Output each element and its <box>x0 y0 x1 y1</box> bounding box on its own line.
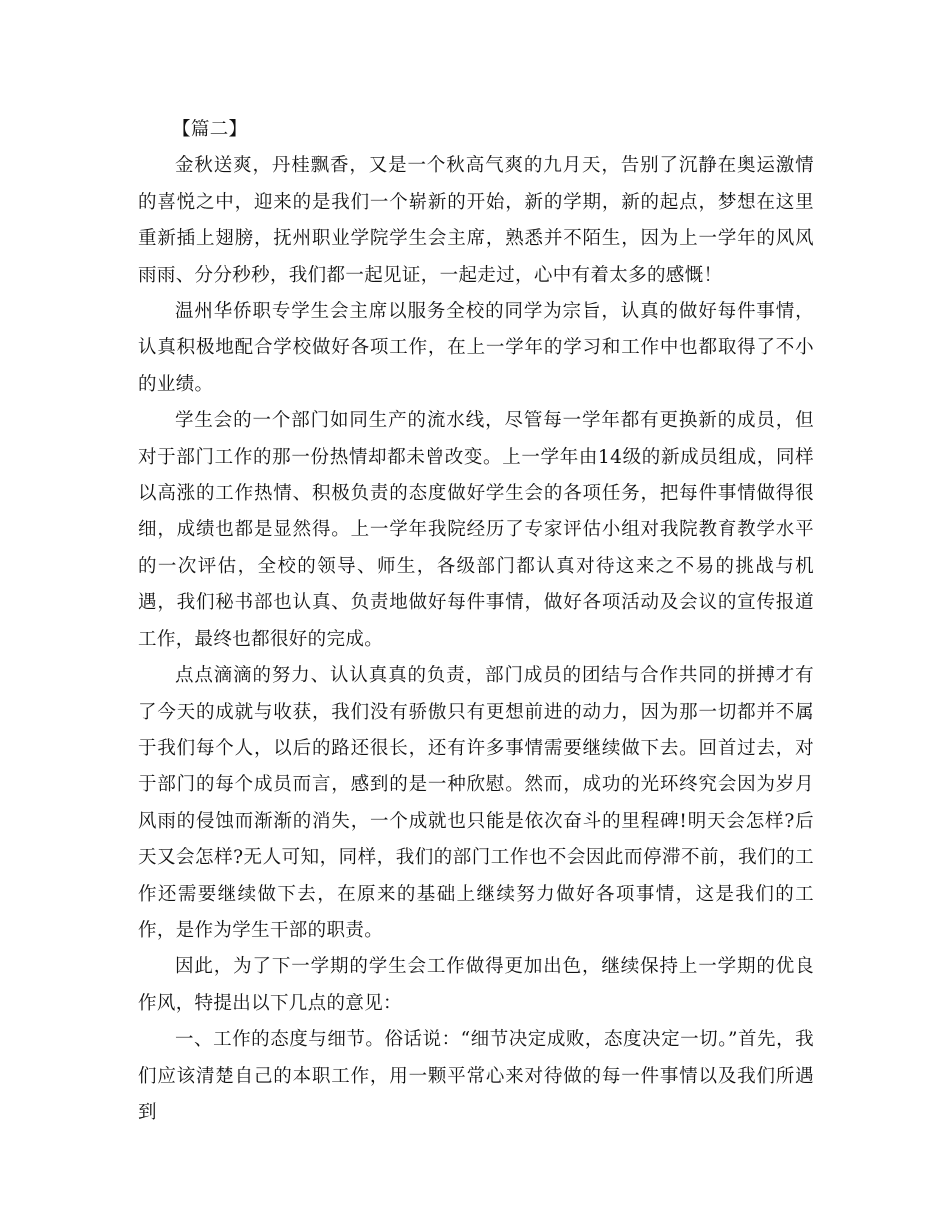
paragraph-4: 点点滴滴的努力、认认真真的负责，部门成员的团结与合作共同的拼搏才有了今天的成就与收获，我们没有骄傲只有更想前进的动力，因为那一切都并不属于我们每个人，以后的路还很长，还有许多事情需要继续做下去。回首过去，对于部门的每个成员而言，感到的是一种欣慰。然而，成功的光环终究会因为岁月风雨的侵蚀而渐渐的消失，一个成就也只能是依次奋斗的里程碑!明天会怎样?后天又会怎样?无人可知，同样，我们的部门工作也不会因此而停滞不前，我们的工作还需要继续做下去，在原来的基础上继续努力做好各项事情，这是我们的工作，是作为学生干部的职责。 <box>138 665 814 941</box>
paragraph-1: 金秋送爽，丹桂飘香，又是一个秋高气爽的九月天，告别了沉静在奥运激情的喜悦之中，迎来的是我们一个崭新的开始，新的学期，新的起点，梦想在这里重新插上翅膀，抚州职业学院学生会主席，熟悉并不陌生，因为上一学年的风风雨雨、分分秒秒，我们都一起见证，一起走过，心中有着太多的感慨！ <box>138 155 814 286</box>
paragraph-6: 一、工作的态度与细节。俗话说：“细节决定成败，态度决定一切。”首先，我们应该清楚自己的本职工作，用一颗平常心来对待做的每一件事情以及我们所遇到 <box>138 1029 814 1123</box>
document-body <box>138 112 814 1131</box>
paragraph-5: 因此，为了下一学期的学生会工作做得更加出色，继续保持上一学期的优良作风，特提出以下几点的意见： <box>138 956 814 1014</box>
paragraph-3: 学生会的一个部门如同生产的流水线，尽管每一学年都有更换新的成员，但对于部门工作的那一份热情却都未曾改变。上一学年由14级的新成员组成，同样以高涨的工作热情、积极负责的态度做好学生会的各项任务，把每件事情做得很细，成绩也都是显然得。上一学年我院经历了专家评估小组对我院教育教学水平的一次评估，全校的领导、师生，各级部门都认真对待这来之不易的挑战与机遇，我们秘书部也认真、负责地做好每件事情，做好各项活动及会议的宣传报道工作，最终也都很好的完成。 <box>138 410 814 650</box>
section-heading: 【篇二】 <box>172 119 248 140</box>
paragraph-2: 温州华侨职专学生会主席以服务全校的同学为宗旨，认真的做好每件事情，认真积极地配合学校做好各项工作，在上一学年的学习和工作中也都取得了不小的业绩。 <box>138 301 814 395</box>
